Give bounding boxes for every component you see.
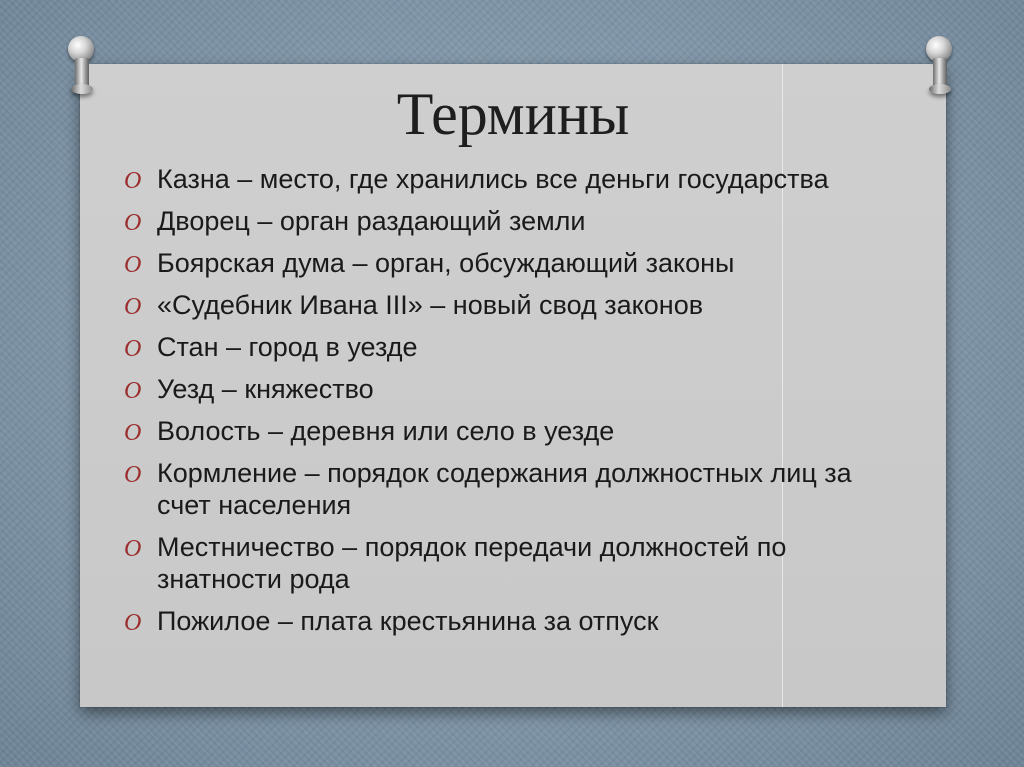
list-item xyxy=(120,289,900,321)
term-text: Волость – деревня или село в уезде xyxy=(157,416,615,446)
term-text: Кормление – порядок содержания должностных лиц за счет населения xyxy=(157,458,852,520)
bullet-icon: O xyxy=(124,210,142,236)
term-text: Уезд – княжество xyxy=(157,374,374,404)
term-text: Дворец – орган раздающий земли xyxy=(157,206,586,236)
list-item xyxy=(120,531,900,595)
list-item xyxy=(120,205,900,237)
terms-list xyxy=(120,163,900,647)
bullet-icon: O xyxy=(124,252,142,278)
list-item xyxy=(120,415,900,447)
list-item xyxy=(120,247,900,279)
list-item xyxy=(120,331,900,363)
term-text: Боярская дума – орган, обсуждающий законы xyxy=(157,248,735,278)
term-text: Местничество – порядок передачи должностей по знатности рода xyxy=(157,532,787,594)
bullet-icon: O xyxy=(124,294,142,320)
bullet-icon: O xyxy=(124,610,142,636)
bullet-icon: O xyxy=(124,536,142,562)
term-text: «Судебник Ивана III» – новый свод законов xyxy=(157,290,704,320)
bullet-icon: O xyxy=(124,420,142,446)
bullet-icon: O xyxy=(124,462,142,488)
list-item xyxy=(120,605,900,637)
term-text: Пожилое – плата крестьянина за отпуск xyxy=(157,606,659,636)
term-text: Казна – место, где хранились все деньги государства xyxy=(157,164,829,194)
bullet-icon: O xyxy=(124,336,142,362)
list-item xyxy=(120,163,900,195)
list-item xyxy=(120,457,900,521)
slide-title: Термины xyxy=(396,81,630,147)
list-item xyxy=(120,373,900,405)
term-text: Стан – город в уезде xyxy=(157,332,418,362)
bullet-icon: O xyxy=(124,168,142,194)
bullet-icon: O xyxy=(124,378,142,404)
